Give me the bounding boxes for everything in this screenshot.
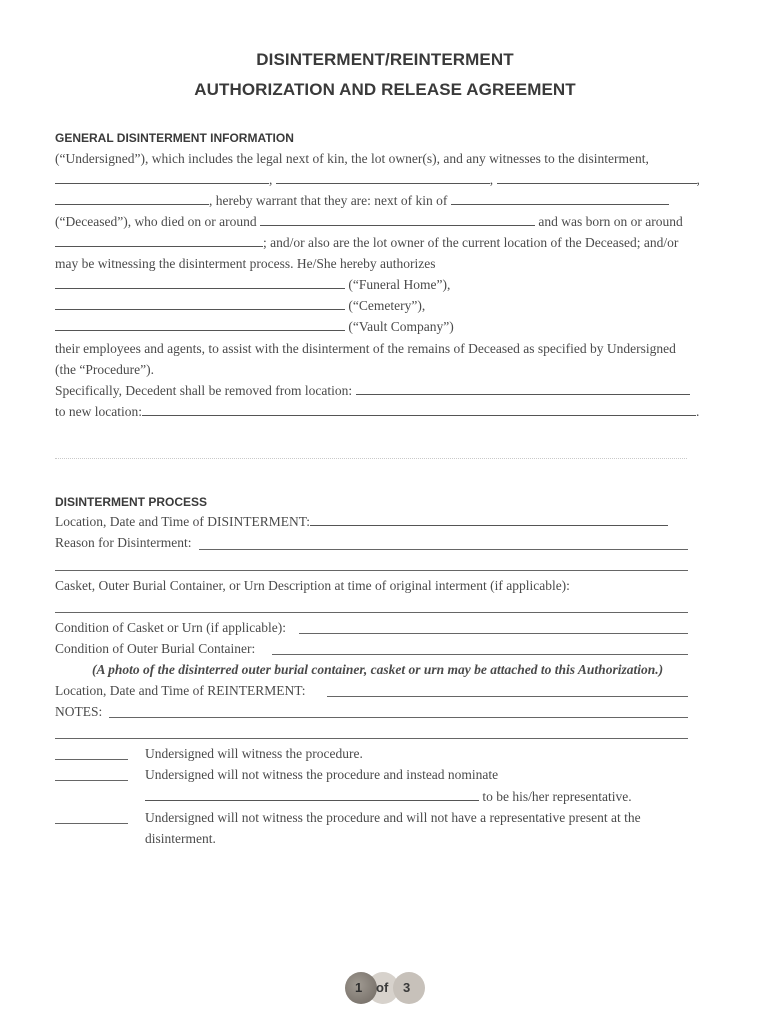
page-of-label: of [376, 980, 389, 995]
process-section-heading: DISINTERMENT PROCESS [55, 495, 208, 509]
undersigned-name-field-3[interactable] [497, 171, 697, 184]
undersigned-names-row: , , , [55, 171, 700, 189]
condition-outer-label: Condition of Outer Burial Container: [55, 641, 256, 656]
current-page-number: 1 [355, 980, 363, 995]
removal-location-label: Specifically, Decedent shall be removed from location: [55, 383, 353, 398]
lot-owner-text: ; and/or also are the lot owner of the current location of the Deceased; and/or [263, 235, 679, 250]
funeral-home-row [55, 276, 450, 294]
reinterment-location-field[interactable] [327, 696, 688, 697]
vault-company-label: (“Vault Company”) [348, 319, 454, 334]
cemetery-row [55, 297, 425, 315]
died-on-text: (“Deceased”), who died on or around [55, 214, 257, 229]
page-indicator [345, 972, 427, 1006]
witness-option-text: Undersigned will witness the procedure. [145, 746, 363, 761]
born-on-text: and was born on or around [538, 214, 683, 229]
undersigned-name-field-2[interactable] [276, 171, 490, 184]
new-location-row: to new location: . [55, 404, 700, 419]
removal-location-field[interactable] [356, 382, 690, 395]
new-location-label: to new location: [55, 404, 142, 419]
notes-label: NOTES: [55, 704, 103, 719]
procedure-text: (the “Procedure”). [55, 362, 154, 377]
no-representative-option-text-cont: disinterment. [145, 831, 216, 846]
condition-casket-label: Condition of Casket or Urn (if applicable): [55, 620, 286, 635]
disinterment-location-field[interactable] [310, 513, 668, 526]
cemetery-label: (“Cemetery”), [348, 298, 426, 313]
deceased-dates-row [55, 213, 683, 231]
reinterment-location-label: Location, Date and Time of REINTERMENT: [55, 683, 306, 698]
authorizes-text: may be witnessing the disinterment process. He/She hereby authorizes [55, 256, 436, 271]
representative-row [145, 788, 632, 806]
notes-row [55, 703, 102, 721]
vault-company-row [55, 318, 454, 336]
vault-company-field[interactable] [55, 318, 345, 331]
disinterment-location-row [55, 513, 668, 531]
general-section-heading: GENERAL DISINTERMENT INFORMATION [55, 131, 294, 145]
total-pages-number: 3 [403, 980, 411, 995]
notes-field[interactable] [109, 717, 688, 718]
general-intro-text: (“Undersigned”), which includes the legal next of kin, the lot owner(s), and any witnesses to the disinterment, [55, 151, 649, 166]
nominate-option-initial-field[interactable] [55, 780, 128, 781]
reinterment-location-row [55, 682, 306, 700]
casket-description-field[interactable] [55, 612, 688, 613]
document-title-line2: AUTHORIZATION AND RELEASE AGREEMENT [194, 80, 576, 99]
condition-casket-field[interactable] [299, 633, 688, 634]
condition-outer-row [55, 640, 255, 658]
section-divider [55, 458, 687, 459]
funeral-home-label: (“Funeral Home”), [348, 277, 451, 292]
no-representative-option-text: Undersigned will not witness the procedure and will not have a representative present at the [145, 810, 641, 825]
warrant-row [55, 192, 669, 210]
witness-option-initial-field[interactable] [55, 759, 128, 760]
employees-text: their employees and agents, to assist with the disinterment of the remains of Deceased as specified by Undersigned [55, 341, 676, 356]
lot-owner-row [55, 234, 678, 252]
notes-field-line2[interactable] [55, 738, 688, 739]
undersigned-name-field-4[interactable] [55, 192, 209, 205]
condition-outer-field[interactable] [272, 654, 688, 655]
funeral-home-field[interactable] [55, 276, 345, 289]
reason-label: Reason for Disinterment: [55, 535, 192, 550]
new-location-field[interactable] [142, 403, 696, 416]
warrant-text: , hereby warrant that they are: next of kin of [209, 193, 448, 208]
date-of-death-field[interactable] [260, 213, 535, 226]
photo-note: (A photo of the disinterred outer burial container, casket or urn may be attached to this Authorization.) [92, 662, 664, 677]
next-of-kin-field[interactable] [451, 192, 669, 205]
no-representative-option-initial-field[interactable] [55, 823, 128, 824]
cemetery-field[interactable] [55, 297, 345, 310]
document-title-line1: DISINTERMENT/REINTERMENT [256, 50, 514, 69]
nominate-option-text: Undersigned will not witness the procedure and instead nominate [145, 767, 499, 782]
removal-location-row [55, 382, 690, 400]
date-of-birth-field[interactable] [55, 234, 263, 247]
reason-field[interactable] [199, 549, 688, 550]
reason-row [55, 534, 191, 552]
casket-description-label: Casket, Outer Burial Container, or Urn Description at time of original interment (if applicable): [55, 578, 570, 593]
representative-text: to be his/her representative. [482, 789, 632, 804]
reason-field-line2[interactable] [55, 570, 688, 571]
undersigned-name-field-1[interactable] [55, 171, 269, 184]
representative-field[interactable] [145, 788, 479, 801]
condition-casket-row [55, 619, 286, 637]
disinterment-location-label: Location, Date and Time of DISINTERMENT: [55, 514, 311, 529]
